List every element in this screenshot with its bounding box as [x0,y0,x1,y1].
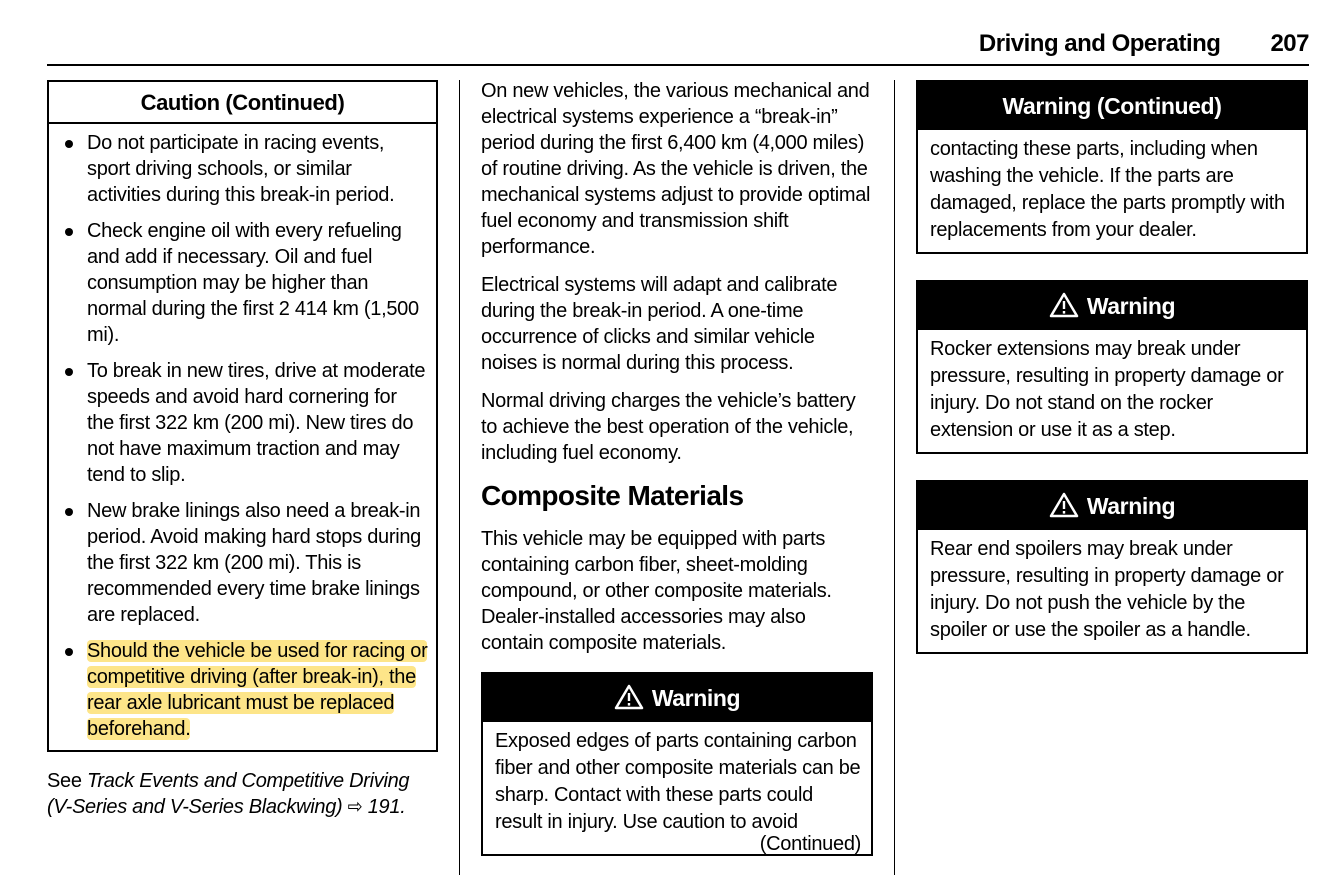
see-prefix: See [47,770,82,792]
warning-triangle-icon [1049,292,1079,318]
caution-box [47,80,438,752]
body-paragraph: This vehicle may be equipped with parts containing carbon fiber, sheet-molding compound, or other composite materials. Dealer-installed accessories may also contain composite materials. [481,528,832,654]
page-number: 207 [1270,30,1309,57]
caution-bullet-highlighted [57,638,428,742]
see-arrow-icon: ⇨ [347,796,363,818]
body-paragraph: On new vehicles, the various mechanical and electrical systems experience a “break-in” period during the first 6,400 km (4,000 miles) of routine driving. As the vehicle is driven, the mechanical systems adjust to provide optimal fuel economy and transmission shift performance. [481,80,871,258]
continued-label: (Continued) [759,833,861,855]
caution-bullet: Check engine oil with every refueling and add if necessary. Oil and fuel consumption may be higher than normal during the first 2 414 km (1,500 mi). [57,218,428,348]
section-title: Driving and Operating [978,30,1221,57]
warning-continued-header: Warning (Continued) [918,82,1306,130]
warning-text: Exposed edges of parts containing carbon fiber and other composite materials can be sharp. Contact with these parts could result in injury. Use caution to avoid [495,730,861,833]
section-heading: Composite Materials [481,480,744,511]
caution-bullet-list [49,124,436,750]
warning-title: Warning [651,685,741,711]
caution-title: Caution (Continued) [49,82,436,124]
warning-continued-text: contacting these parts, including when washing the vehicle. If the parts are damaged, replace the parts promptly with replacements from your dealer. [930,138,1285,241]
warning-box-rocker [916,280,1308,454]
cross-reference [47,768,438,820]
see-link[interactable]: Track Events and Competitive Driving (V-Series and V-Series Blackwing) [47,770,410,818]
warning-triangle-icon [614,684,644,710]
body-paragraph: Normal driving charges the vehicle’s battery to achieve the best operation of the vehicle, including fuel economy. [481,390,856,464]
column-1 [47,80,438,820]
body-paragraph: Electrical systems will adapt and calibrate during the break-in period. A one-time occurrence of clicks and similar vehicle noises is normal during this process. [481,274,838,374]
column-2 [481,78,873,856]
warning-box [481,672,873,856]
warning-text: Rear end spoilers may break under pressure, resulting in property damage or injury. Do not push the vehicle by the spoiler or use the spoiler as a handle. [930,538,1284,641]
warning-text: Rocker extensions may break under pressure, resulting in property damage or injury. Do not stand on the rocker extension or use it as a step. [930,338,1284,441]
warning-title: Warning [1086,293,1176,319]
warning-continued-box [916,80,1308,254]
caution-bullet: New brake linings also need a break-in period. Avoid making hard stops during the first 322 km (200 mi). This is recommended every time brake linings are replaced. [57,498,428,628]
column-divider-right [894,80,895,875]
warning-triangle-icon [1049,492,1079,518]
running-header [979,30,1309,58]
warning-body [483,722,871,854]
highlighted-text: Should the vehicle be used for racing or competitive driving (after break-in), the rear axle lubricant must be replaced beforehand. [87,640,428,740]
caution-bullet: Do not participate in racing events, sport driving schools, or similar activities during this break-in period. [57,130,428,208]
warning-title: Warning [1086,493,1176,519]
warning-header [918,482,1306,530]
column-divider-left [459,80,460,875]
warning-header [483,674,871,722]
warning-box-spoiler [916,480,1308,654]
see-page[interactable]: 191. [367,796,406,818]
header-rule [47,64,1309,66]
column-3 [916,80,1308,654]
caution-bullet: To break in new tires, drive at moderate speeds and avoid hard cornering for the first 322 km (200 mi). New tires do not have maximum traction and may tend to slip. [57,358,428,488]
warning-header [918,282,1306,330]
